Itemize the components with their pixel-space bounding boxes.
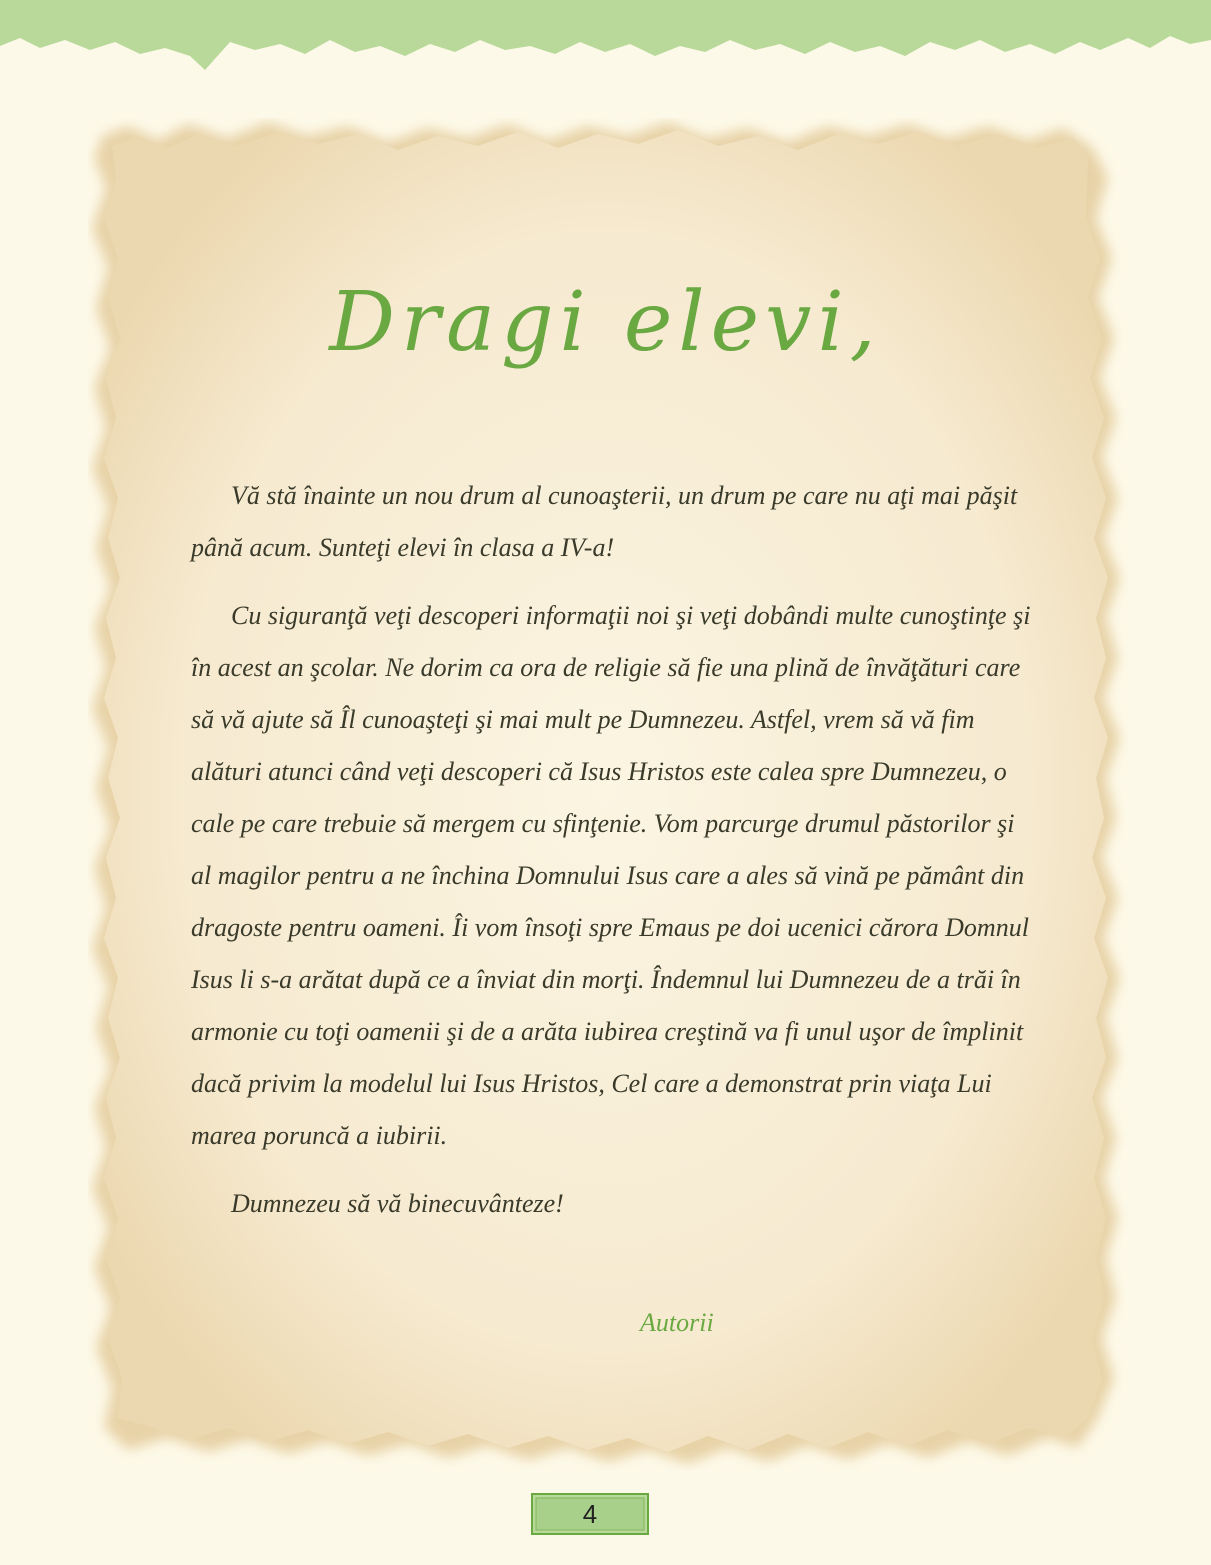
page-number: 4	[582, 1498, 598, 1529]
paragraph-intro: Vă stă înainte un nou drum al cunoaşterii, un drum pe care nu aţi mai păşit până acum. Sunteţi elevi în clasa a IV-a!	[191, 481, 1018, 562]
paragraph-blessing: Dumnezeu să vă binecuvânteze!	[231, 1189, 564, 1218]
paragraph-main: Cu siguranţă veţi descoperi informaţii noi şi veţi dobândi multe cunoştinţe şi în acest an şcolar. Ne dorim ca ora de religie să fie una plină de învăţături care să vă ajute să Îl cunoaşteţi şi mai mult pe Dumnezeu. Astfel, vrem să vă fim alături atunci când veţi descoperi că Isus Hristos este calea spre Dumnezeu, o cale pe care trebuie să mergem cu sfinţenie. Vom parcurge drumul păstorilor şi al magilor pentru a ne închina Domnului Isus care a ales să vină pe pământ din dragoste pentru oameni. Îi vom însoţi spre Emaus pe doi ucenici cărora Domnul Isus li s-a arătat după ce a înviat din morţi. Îndemnul lui Dumnezeu de a trăi în armonie cu toţi oamenii şi de a arăta iubirea creştină va fi unul uşor de împlinit dacă privim la modelul lui Isus Hristos, Cel care a demonstrat prin viaţa Lui marea poruncă a iubirii.	[191, 601, 1031, 1150]
top-decorative-band	[0, 0, 1211, 80]
letter-body	[191, 470, 1041, 1246]
page-title: Dragi elevi,	[329, 275, 882, 370]
page-number-box	[530, 1490, 650, 1538]
signature: Autorii	[640, 1308, 714, 1337]
